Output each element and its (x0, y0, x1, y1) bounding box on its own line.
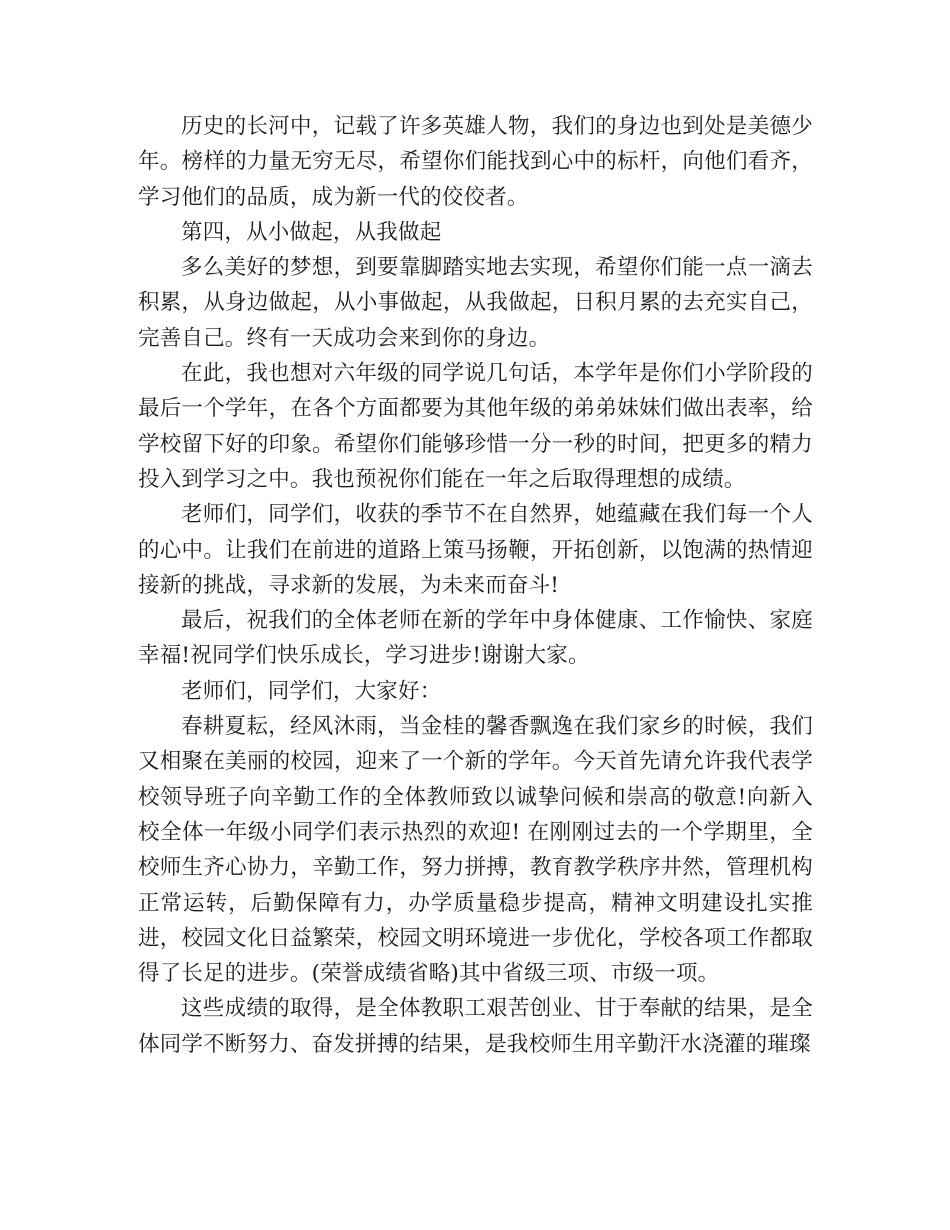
paragraph-role-models: 历史的长河中，记载了许多英雄人物，我们的身边也到处是美德少年。榜样的力量无穷无尽，希望你们能找到心中的标杆，向他们看齐，学习他们的品质，成为新一代的佼佼者。 (138, 114, 813, 210)
paragraph-harvest: 老师们，同学们，收获的季节不在自然界，她蕴藏在我们每一个人的心中。让我们在前进的道路上策马扬鞭，开拓创新，以饱满的热情迎接新的挑战，寻求新的发展，为未来而奋斗! (138, 502, 813, 598)
paragraph-new-school-year: 春耕夏耘，经风沐雨，当金桂的馨香飘逸在我们家乡的时候，我们又相聚在美丽的校园，迎来了一个新的学年。今天首先请允许我代表学校领导班子向辛勤工作的全体教师致以诚挚问候和崇高的敬意!向新入校全体一年级小同学们表示热烈的欢迎! 在刚刚过去的一个学期里，全校师生齐心协力，辛勤工作，努力拼搏，教育教学秩序井然，管理机构正常运转，后勤保障有力，办学质量稳步提高，精神文明建设扎实推进，校园文化日益繁荣，校园文明环境进一步优化，学校各项工作都取得了长足的进步。(荣誉成绩省略)其中省级三项、市级一项。 (138, 714, 813, 987)
paragraph-heading-fourth: 第四，从小做起，从我做起 (181, 219, 442, 245)
paragraph-greeting: 老师们，同学们，大家好： (181, 678, 442, 704)
paragraph-closing-wishes: 最后，祝我们的全体老师在新的学年中身体健康、工作愉快、家庭幸福!祝同学们快乐成长，学习进步!谢谢大家。 (138, 608, 813, 669)
paragraph-dreams: 多么美好的梦想，到要靠脚踏实地去实现，希望你们能一点一滴去积累，从身边做起，从小事做起，从我做起，日积月累的去充实自己，完善自己。终有一天成功会来到你的身边。 (138, 255, 813, 351)
document-body (138, 109, 813, 1062)
paragraph-sixth-grade: 在此，我也想对六年级的同学说几句话，本学年是你们小学阶段的最后一个学年，在各个方面都要为其他年级的弟弟妹妹们做出表率，给学校留下好的印象。希望你们能够珍惜一分一秒的时间，把更多的精力投入到学习之中。我也预祝你们能在一年之后取得理想的成绩。 (138, 361, 813, 492)
paragraph-achievements: 这些成绩的取得，是全体教职工艰苦创业、甘于奉献的结果，是全体同学不断努力、奋发拼搏的结果，是我校师生用辛勤汗水浇灌的璀璨 (138, 996, 813, 1057)
